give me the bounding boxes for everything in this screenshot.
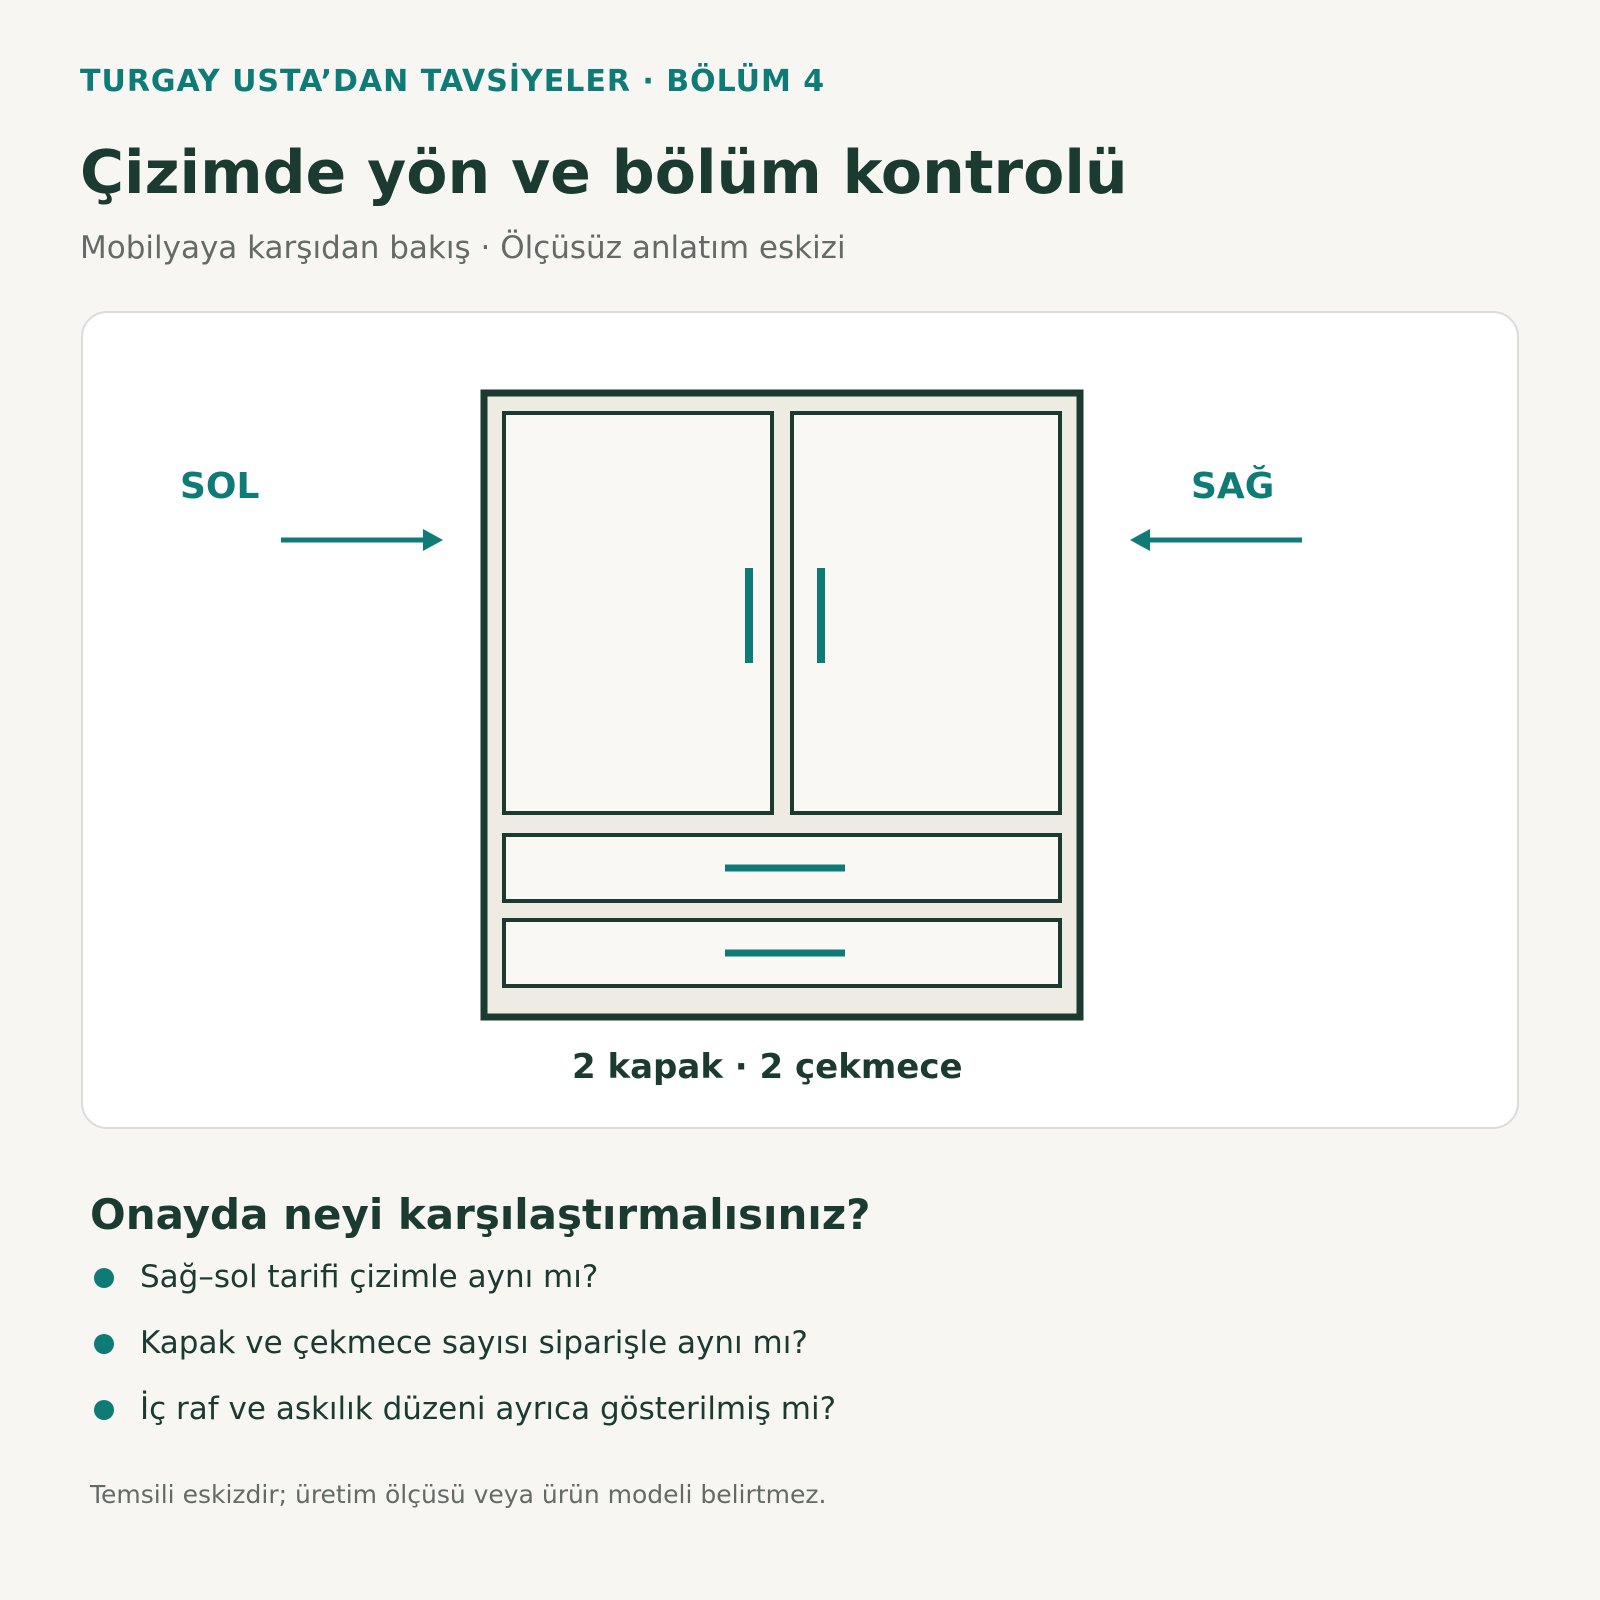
diagram-caption: 2 kapak · 2 çekmece [572,1047,963,1087]
right-side-label: SAĞ [1191,466,1275,507]
checklist-item-text: İç raf ve askılık düzeni ayrıca gösterilmiş mi? [140,1391,837,1427]
section-kicker: TURGAY USTA’DAN TAVSİYELER · BÖLÜM 4 [80,64,826,99]
bullet-icon [94,1268,114,1288]
diagram-card [81,311,1519,1129]
bullet-icon [94,1334,114,1354]
page-subtitle: Mobilyaya karşıdan bakış · Ölçüsüz anlatım eskizi [80,230,846,266]
left-side-label: SOL [180,466,260,507]
bullet-icon [94,1400,114,1420]
checklist-item-text: Sağ–sol tarifi çizimle aynı mı? [140,1259,599,1295]
left-arrow-icon [423,529,443,551]
wardrobe-diagram [83,313,1517,1127]
footnote: Temsili eskizdir; üretim ölçüsü veya ürün modeli belirtmez. [90,1480,827,1509]
checklist-title: Onayda neyi karşılaştırmalısınız? [90,1190,871,1239]
checklist [90,1256,836,1454]
right-arrow-icon [1130,529,1150,551]
left-door [504,413,772,813]
page-title: Çizimde yön ve bölüm kontrolü [80,138,1128,208]
checklist-item-text: Kapak ve çekmece sayısı siparişle aynı mı? [140,1325,808,1361]
checklist-item [90,1388,836,1454]
right-door [792,413,1060,813]
checklist-item [90,1322,836,1388]
checklist-item [90,1256,836,1322]
